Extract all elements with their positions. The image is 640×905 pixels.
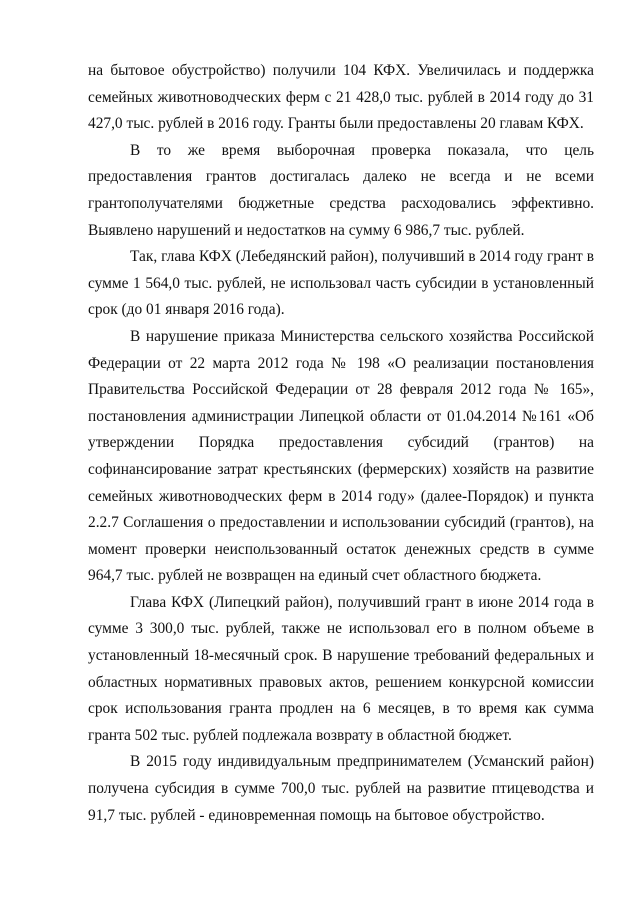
paragraph-usmansky-district: В 2015 году индивидуальным предпринимателем (Усманский район) получена субсидия в сумме 700,0 тыс. рублей на развитие птицеводства и 91,7 тыс. рублей - единовременная помощь на бытовое обустройство. xyxy=(88,753,594,824)
paragraph-lipetsk-district: Глава КФХ (Липецкий район), получивший грант в июне 2014 года в сумме 3 300,0 тыс. рублей, также не использовал его в полном объеме в установленный 18-месячный срок. В нарушение требований федеральных и областных нормативных правовых актов, решением конкурсной комиссии срок использования гранта продлен на 6 месяцев, в то время как сумма гранта 502 тыс. рублей подлежала возврату в областной бюджет. xyxy=(88,593,594,744)
paragraph-ministry-order-violation: В нарушение приказа Министерства сельского хозяйства Российской Федерации от 22 марта 2012 года № 198 «О реализации постановления Правительства Российской Федерации от 28 февраля 2012 года № 165», постановления администрации Липецкой области от 01.04.2014 №161 «Об утверждении Порядка предоставления субсидий (грантов) на софинансирование затрат крестьянских (фермерских) хозяйств на развитие семейных животноводческих ферм в 2014 году» (далее-Порядок) и пункта 2.2.7 Соглашения о предоставлении и использовании субсидий (грантов), на момент проверки неиспользованный остаток денежных средств в сумме 964,7 тыс. рублей не возвращен на единый счет областного бюджета. xyxy=(88,327,594,585)
paragraph-selective-check: В то же время выборочная проверка показала, что цель предоставления грантов достигалась далеко не всегда и не всеми грантополучателями бюджетные средства расходовались эффективно. Выявлено нарушений и недостатков на сумму 6 986,7 тыс. рублей. xyxy=(88,141,594,239)
document-page xyxy=(88,58,594,829)
paragraph-continuation: на бытовое обустройство) получили 104 КФХ. Увеличилась и поддержка семейных животноводческих ферм с 21 428,0 тыс. рублей в 2014 году до 31 427,0 тыс. рублей в 2016 году. Гранты были предоставлены 20 главам КФХ. xyxy=(88,62,594,133)
paragraph-lebedyansky-district: Так, глава КФХ (Лебедянский район), получивший в 2014 году грант в сумме 1 564,0 тыс. рублей, не использовал часть субсидии в установленный срок (до 01 января 2016 года). xyxy=(88,248,594,319)
